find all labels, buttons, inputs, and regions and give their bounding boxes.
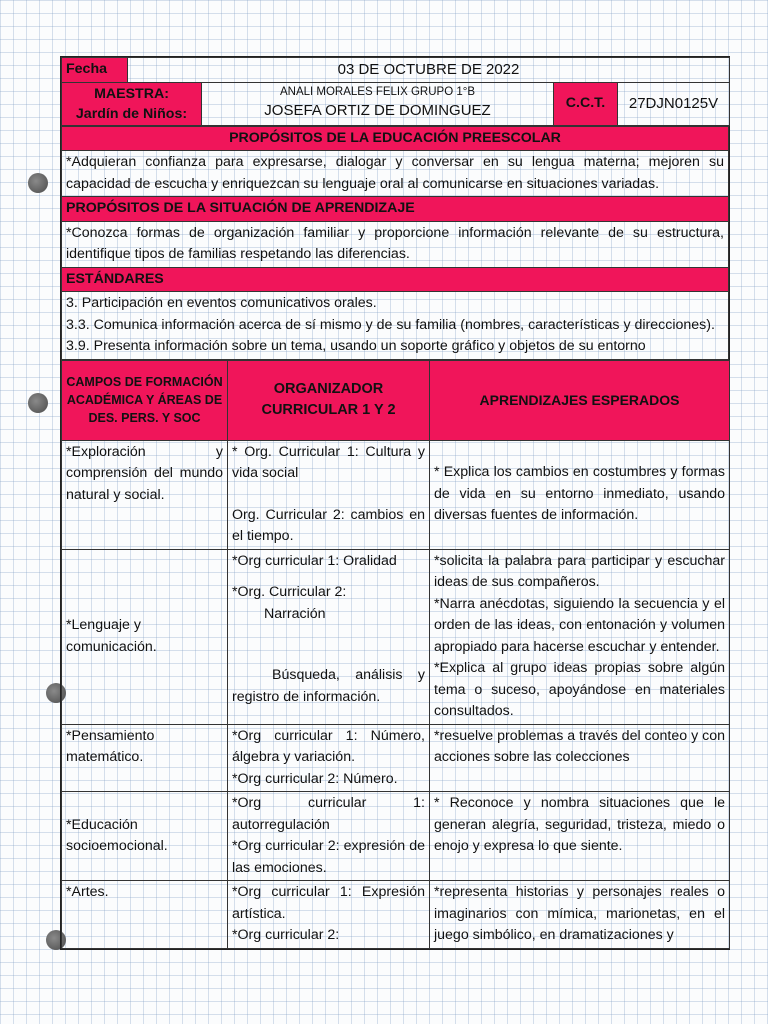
organizador-1: *Org curricular 1: Número, álgebra y variación. (232, 727, 425, 765)
organizador-1: *Org curricular 1: Oralidad (232, 552, 397, 569)
binder-hole (28, 173, 48, 193)
estandar-item: 3.9. Presenta información sobre un tema, usando un soporte gráfico y objetos de su entorno (66, 338, 646, 354)
campo-cell: *Exploración y comprensión del mundo natural y social. (62, 440, 228, 549)
table-row (62, 881, 730, 949)
organizador-2: *Org curricular 2: Número. (232, 770, 398, 787)
preescolar-text: *Adquieran confianza para expresarse, dialogar y conversar en su lengua materna; mejoren su capacidad de escucha y enriquezcan su lenguaje oral al comunicarse en situaciones variadas. (62, 151, 729, 197)
cct-value: 27DJN0125V (618, 82, 730, 125)
estandares-list (62, 292, 729, 360)
organizador-2-narracion: Narración (264, 605, 326, 622)
estandar-item: 3. Participación en eventos comunicativos orales. (66, 295, 377, 311)
aprendizaje-cell: *representa historias y personajes reales o imaginarios con mímica, marionetas, en el juego simbólico, en dramatizaciones y (430, 881, 730, 949)
organizador-cell (228, 549, 430, 724)
aprendizaje-1: *solicita la palabra para participar y escuchar ideas de sus compañeros. (434, 552, 725, 590)
table-row (62, 724, 730, 792)
situacion-text: *Conozca formas de organización familiar y proporcione información relevante de su estructura, identifique tipos de familias respetando las diferencias. (62, 221, 729, 267)
organizador-2: *Org. Curricular 2: (232, 584, 347, 600)
maestra-jardin-values (202, 82, 554, 125)
organizador-2: Org. Curricular 2: cambios en el tiempo. (232, 506, 425, 544)
aprendizaje-cell: * Reconoce y nombra situaciones que le generan alegría, seguridad, tristeza, miedo o enojo y expresa lo que siente. (430, 792, 730, 881)
table-row (62, 549, 730, 724)
estandares-title: ESTÁNDARES (62, 267, 729, 292)
organizador-cell (228, 440, 430, 549)
organizador-cell (228, 792, 430, 881)
organizador-1: *Org curricular 1: Expresión artística. (232, 884, 425, 922)
jardin-label: Jardín de Niños: (75, 105, 188, 122)
maestra-label: MAESTRA: (94, 85, 169, 102)
campo-cell: *Artes. (62, 881, 228, 949)
organizador-busqueda-text: Búsqueda, análisis y registro de información. (232, 667, 425, 705)
maestra-value: ANALI MORALES FELIX GRUPO 1°B (279, 86, 476, 99)
organizador-1: *Org curricular 1: autorregulación (232, 795, 425, 833)
organizador-cell (228, 881, 430, 949)
aprendizaje-3: *Explica al grupo ideas propias sobre algún tema o suceso, apoyándose en materiales consultados. (434, 660, 725, 719)
aprendizaje-2: *Narra anécdotas, siguiendo la secuencia y el orden de las ideas, con entonación y volumen apropiado para hacerse escuchar y entender. (434, 595, 725, 655)
fecha-label: Fecha (62, 58, 128, 83)
jardin-value: JOSEFA ORTIZ DE DOMINGUEZ (264, 102, 491, 120)
organizador-busqueda (232, 665, 425, 708)
maestra-jardin-labels (62, 82, 202, 125)
table-row (62, 792, 730, 881)
estandar-item: 3.3. Comunica información acerca de sí mismo y de su familia (nombres, características y direcciones). (66, 316, 715, 333)
aprendizaje-cell: *resuelve problemas a través del conteo y con acciones sobre las colecciones (430, 724, 730, 792)
organizador-2: *Org curricular 2: expresión de las emociones. (232, 838, 425, 876)
organizador-2: *Org curricular 2: (232, 927, 340, 943)
binder-hole (28, 393, 48, 413)
header-campos: CAMPOS DE FORMACIÓN ACADÉMICA Y ÁREAS DE DES. PERS. Y SOC (62, 360, 228, 440)
header-organizador: ORGANIZADOR CURRICULAR 1 Y 2 (228, 360, 430, 440)
planning-sheet (60, 56, 730, 950)
campo-cell: *Pensamiento matemático. (62, 724, 228, 792)
table-row (62, 440, 730, 549)
organizador-1: * Org. Curricular 1: Cultura y vida social (232, 443, 425, 481)
organizador-cell (228, 724, 430, 792)
curriculum-table (61, 360, 730, 949)
cct-label: C.C.T. (554, 82, 618, 125)
header-aprendizajes: APRENDIZAJES ESPERADOS (430, 360, 730, 440)
header-table (61, 57, 730, 126)
campo-cell: *Lenguaje y comunicación. (62, 549, 228, 724)
fecha-value: 03 DE OCTUBRE DE 2022 (128, 58, 730, 83)
campo-cell: *Educación socioemocional. (62, 792, 228, 881)
purposes-table (61, 126, 729, 360)
situacion-title: PROPÓSITOS DE LA SITUACIÓN DE APRENDIZAJE (62, 197, 729, 222)
aprendizaje-cell: * Explica los cambios en costumbres y formas de vida en su entorno inmediato, usando diversas fuentes de información. (430, 440, 730, 549)
preescolar-title: PROPÓSITOS DE LA EDUCACIÓN PREESCOLAR (62, 126, 729, 151)
aprendizaje-cell (430, 549, 730, 724)
